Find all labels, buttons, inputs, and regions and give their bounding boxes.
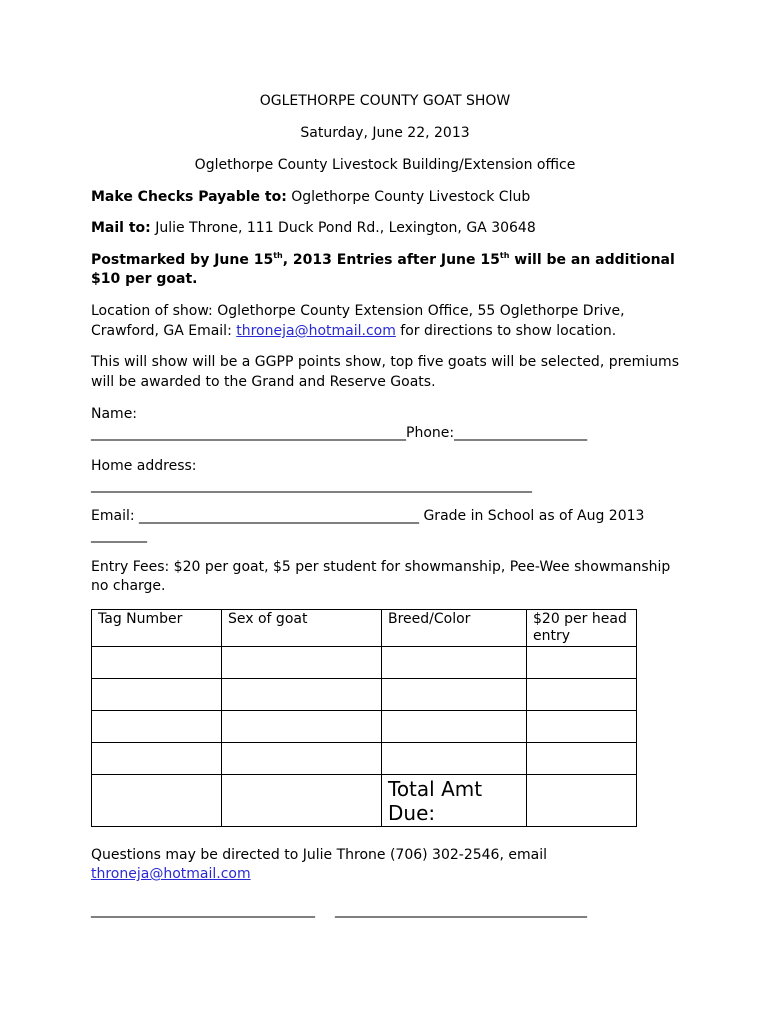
payable-label: Make Checks Payable to: xyxy=(91,189,287,205)
postmark-sup-1: th xyxy=(273,251,283,260)
name-phone-field[interactable]: _____________________________________________Phone:___________________ xyxy=(91,425,588,441)
total-row xyxy=(92,775,637,827)
show-date: Saturday, June 22, 2013 xyxy=(300,125,470,141)
table-cell[interactable] xyxy=(527,679,637,711)
table-cell[interactable] xyxy=(222,743,382,775)
total-amount-cell[interactable] xyxy=(527,775,637,827)
table-row xyxy=(92,647,637,679)
address-field[interactable]: _______________________________________________________________ xyxy=(91,477,532,493)
signature-right[interactable]: ____________________________________ xyxy=(335,902,587,918)
questions-email-link[interactable]: throneja@hotmail.com xyxy=(91,866,251,882)
header-breed-color: Breed/Color xyxy=(382,610,527,647)
header-entry-fee: $20 per head entry xyxy=(527,610,637,647)
table-cell[interactable] xyxy=(527,711,637,743)
table-cell[interactable] xyxy=(382,711,527,743)
show-info-line-2: will be awarded to the Grand and Reserve Goats. xyxy=(91,374,436,390)
table-cell[interactable] xyxy=(92,743,222,775)
table-cell[interactable] xyxy=(92,711,222,743)
table-cell[interactable] xyxy=(222,647,382,679)
table-row xyxy=(92,743,637,775)
mail-label: Mail to: xyxy=(91,220,151,236)
table-row xyxy=(92,679,637,711)
table-cell[interactable] xyxy=(222,711,382,743)
mail-line xyxy=(91,219,691,238)
signature-left[interactable]: ________________________________ xyxy=(91,902,315,918)
show-title: OGLETHORPE COUNTY GOAT SHOW xyxy=(259,93,511,109)
payable-value: Oglethorpe County Livestock Club xyxy=(286,189,531,205)
signature-lines xyxy=(91,901,691,920)
location-email-link[interactable]: throneja@hotmail.com xyxy=(236,323,396,339)
table-cell[interactable] xyxy=(382,743,527,775)
table-cell[interactable] xyxy=(222,775,382,827)
address-label: Home address: xyxy=(91,458,197,474)
fees-line-1: Entry Fees: $20 per goat, $5 per student for showmanship, Pee-Wee showmanship xyxy=(91,559,671,575)
location-line-1: Location of show: Oglethorpe County Extension Office, 55 Oglethorpe Drive, xyxy=(91,303,625,319)
table-cell[interactable] xyxy=(382,647,527,679)
questions-email-line xyxy=(91,865,691,884)
postmark-sup-2: th xyxy=(499,251,510,260)
location-prefix: Crawford, GA Email: xyxy=(91,323,237,339)
show-info-line-1: This will show will be a GGPP points show, top five goats will be selected, premiums xyxy=(91,354,679,370)
table-cell[interactable] xyxy=(527,743,637,775)
name-label: Name: xyxy=(91,406,138,422)
postmark-text-3: will be an additional xyxy=(509,252,675,268)
postmark-text-1: Postmarked by June 15 xyxy=(91,252,274,268)
entry-table xyxy=(91,609,637,827)
table-cell[interactable] xyxy=(92,647,222,679)
mail-value: Julie Throne, 111 Duck Pond Rd., Lexington, GA 30648 xyxy=(150,220,536,236)
email-grade-field[interactable]: Email: ________________________________________ Grade in School as of Aug 2013 xyxy=(91,508,645,524)
table-cell[interactable] xyxy=(92,775,222,827)
header-sex-of-goat: Sex of goat xyxy=(222,610,382,647)
fees-line-2: no charge. xyxy=(91,578,166,594)
table-cell[interactable] xyxy=(527,647,637,679)
header-tag-number: Tag Number xyxy=(92,610,222,647)
total-label-cell xyxy=(382,775,527,827)
table-cell[interactable] xyxy=(382,679,527,711)
total-amount-label: Total Amt Due: xyxy=(388,777,483,825)
postmark-line-2: $10 per goat. xyxy=(91,271,198,287)
table-row xyxy=(92,711,637,743)
table-cell[interactable] xyxy=(222,679,382,711)
show-venue: Oglethorpe County Livestock Building/Extension office xyxy=(194,157,576,173)
postmark-line xyxy=(91,251,691,270)
postmark-text-2: , 2013 Entries after June 15 xyxy=(282,252,500,268)
table-header-row xyxy=(92,610,637,647)
grade-field[interactable]: ________ xyxy=(91,527,147,543)
payable-line xyxy=(91,188,691,207)
location-suffix: for directions to show location. xyxy=(395,323,617,339)
table-cell[interactable] xyxy=(92,679,222,711)
questions-line: Questions may be directed to Julie Throne (706) 302-2546, email xyxy=(91,847,547,863)
location-line-2 xyxy=(91,322,691,341)
